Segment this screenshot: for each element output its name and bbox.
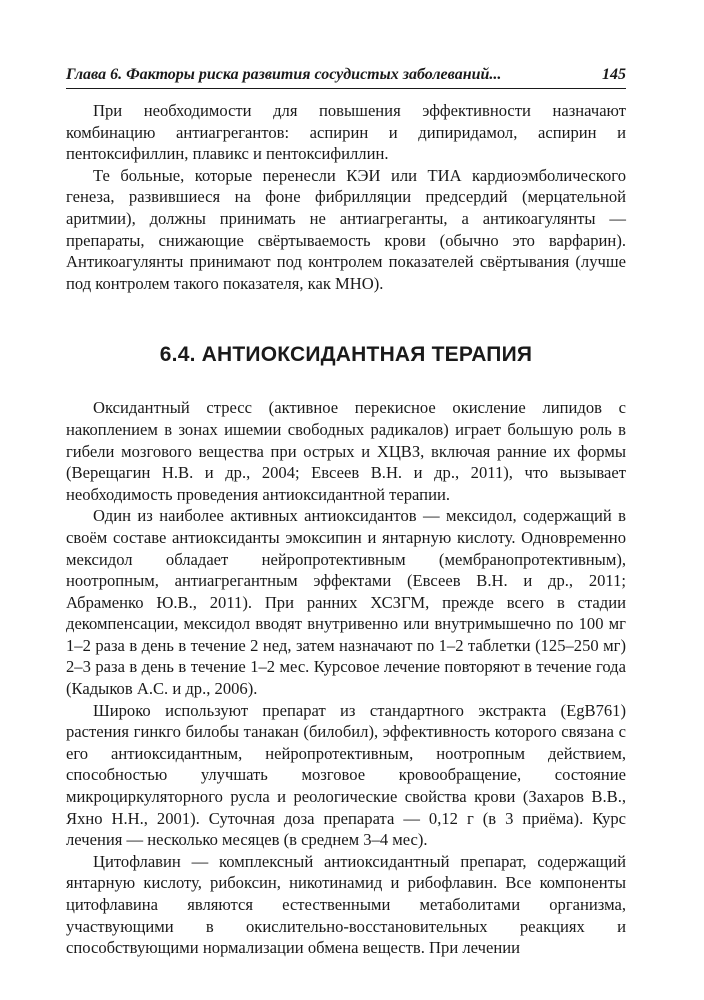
paragraph: Те больные, которые перенесли КЭИ или ТИА кардиоэмболического генеза, развившиеся на фоне фибрилляции предсердий (мерцательной аритмии), должны принимать не антиагреганты, а антикоагулянты — препараты, снижающие свёртываемость крови (обычно это варфарин). Антикоагулянты принимают под контролем показателей свёртывания (лучше под контролем такого показателя, как МНО).	[66, 165, 626, 293]
paragraph: Цитофлавин — комплексный антиоксидантный препарат, содержащий янтарную кислоту, рибоксин, никотинамид и рибофлавин. Все компоненты цитофлавина являются естественными метаболитами организма, участвующими в окислительно-восстановительных реакциях и способствующими нормализации обмена веществ. При лечении	[66, 851, 626, 958]
paragraph: Широко используют препарат из стандартного экстракта (EgB761) растения гинкго билобы танакан (билобил), эффективность которого связана с его антиоксидантным, нейропротективным, ноотропным действием, способностью улучшать мозговое кровообращение, состояние микроциркуляторного русла и реологические свойства крови (Захаров В.В., Яхно Н.Н., 2001). Суточная доза препарата — 0,12 г (в 3 приёма). Курс лечения — несколько месяцев (в среднем 3–4 мес).	[66, 700, 626, 850]
page-number: 145	[602, 66, 626, 83]
page-body	[66, 100, 626, 959]
paragraph: Один из наиболее активных антиоксидантов — мексидол, содержащий в своём составе антиоксиданты эмоксипин и янтарную кислоту. Одновременно мексидол обладает нейропротективным (мембранопротективным), ноотропным, антиагрегантным эффектами (Евсеев В.Н. и др., 2011; Абраменко Ю.В., 2011). При ранних ХСЗГМ, прежде всего в стадии декомпенсации, мексидол вводят внутривенно или внутримышечно по 100 мг 1–2 раза в день в течение 2 нед, затем назначают по 1–2 таблетки (125–250 мг) 2–3 раза в день в течение 1–2 мес. Курсовое лечение повторяют в течение года (Кадыков А.С. и др., 2006).	[66, 506, 626, 699]
section-heading: 6.4. АНТИОКСИДАНТНАЯ ТЕРАПИЯ	[159, 343, 533, 367]
paragraph: При необходимости для повышения эффективности назначают комбинацию антиагрегантов: аспирин и дипиридамол, аспирин и пентоксифиллин, плавикс и пентоксифиллин.	[66, 101, 626, 164]
paragraph: Оксидантный стресс (активное перекисное окисление липидов с накоплением в зонах ишемии свободных радикалов) играет большую роль в гибели мозгового вещества при острых и ХЦВЗ, включая ранние их формы (Верещагин Н.В. и др., 2004; Евсеев В.Н. и др., 2011), что вызывает необходимость проведения антиоксидантной терапии.	[66, 398, 626, 504]
running-header-title: Глава 6. Факторы риска развития сосудистых заболеваний...	[66, 66, 502, 83]
running-header	[66, 66, 626, 89]
